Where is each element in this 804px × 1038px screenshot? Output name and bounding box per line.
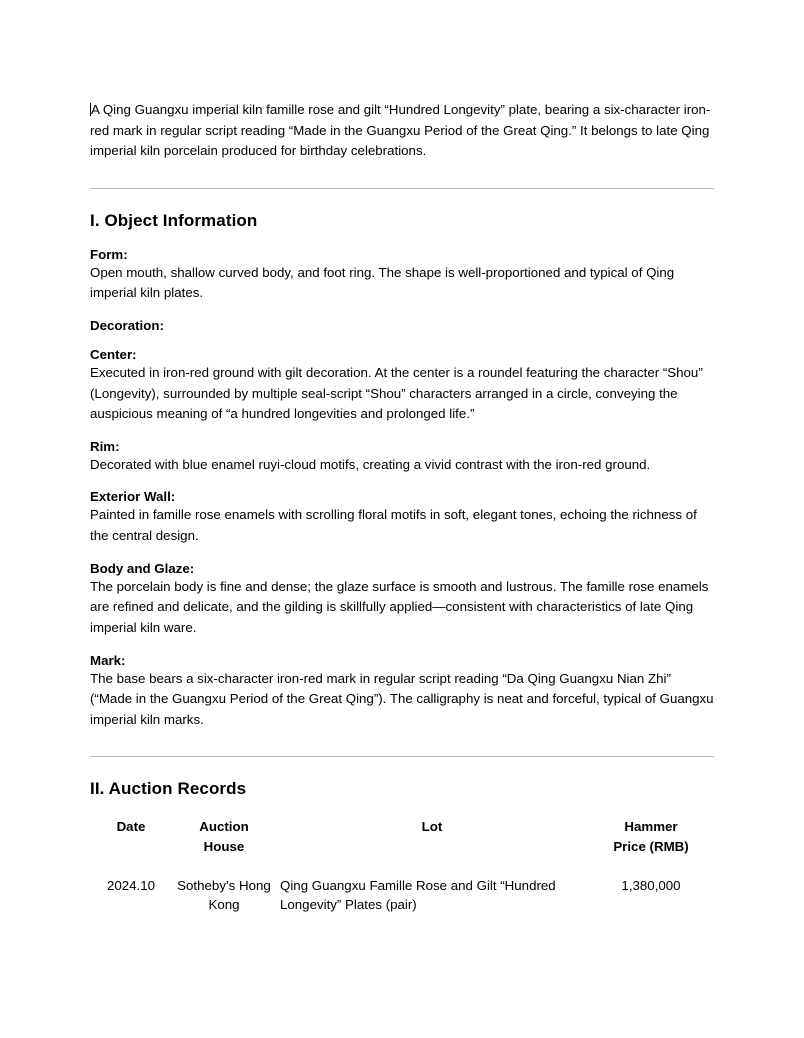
- document-content: [90, 100, 714, 918]
- column-header-hammer-price-line1: Hammer: [624, 819, 678, 835]
- text-form: Open mouth, shallow curved body, and foot ring. The shape is well-proportioned and typical of Qing imperial kiln plates.: [90, 264, 675, 301]
- label-decoration: Decoration:: [90, 318, 164, 334]
- text-center: Executed in iron-red ground with gilt decoration. At the center is a roundel featuring the character “Shou” (Longevity), surrounded by multiple seal-script “Shou” characters arranged in a circle, conveying the auspicious meaning of “a hundred longevities and prolonged life.”: [90, 365, 703, 422]
- table-row: [90, 866, 714, 919]
- column-header-hammer-price-line2: Price (RMB): [613, 838, 689, 854]
- text-mark: The base bears a six-character iron-red mark in regular script reading “Da Qing Guangxu Nian Zhi” (“Made in the Guangxu Period of the Great Qing”). The calligraphy is neat and forceful, typical of Guangxu imperial kiln marks.: [90, 670, 714, 727]
- auction-records-table: [90, 815, 714, 918]
- cell-auction-house: Sotheby’s Hong Kong: [177, 877, 271, 913]
- text-rim: Decorated with blue enamel ruyi-cloud motifs, creating a vivid contrast with the iron-red ground.: [90, 456, 651, 472]
- divider-2: [90, 756, 714, 757]
- table-header-row: [90, 815, 714, 866]
- column-header-lot: Lot: [421, 819, 443, 835]
- label-center: Center:: [90, 347, 137, 363]
- column-header-date: Date: [116, 819, 146, 835]
- section-heading-object-information: I. Object Information: [90, 210, 258, 230]
- column-header-auction-house: [172, 815, 276, 866]
- column-header-auction-house-line2: House: [203, 838, 245, 854]
- column-header-hammer-price: [588, 815, 714, 866]
- text-body-and-glaze: The porcelain body is fine and dense; the glaze surface is smooth and lustrous. The famille rose enamels are refined and delicate, and the gilding is skillfully applied—consistent with characteristics of late Qing imperial kiln ware.: [90, 578, 709, 635]
- divider-1: [90, 188, 714, 189]
- column-header-auction-house-line1: Auction: [199, 819, 249, 835]
- cell-lot: Qing Guangxu Famille Rose and Gilt “Hundred Longevity” Plates (pair): [280, 877, 556, 913]
- label-mark: Mark:: [90, 652, 126, 668]
- intro-paragraph: [90, 100, 714, 162]
- cell-date: 2024.10: [106, 877, 156, 893]
- label-form: Form:: [90, 246, 128, 262]
- label-rim: Rim:: [90, 438, 120, 454]
- text-exterior-wall: Painted in famille rose enamels with scrolling floral motifs in soft, elegant tones, echoing the richness of the central design.: [90, 507, 697, 544]
- label-body-and-glaze: Body and Glaze:: [90, 560, 195, 576]
- section-heading-auction-records: II. Auction Records: [90, 779, 247, 799]
- cell-hammer-price: 1,380,000: [621, 877, 681, 893]
- label-exterior-wall: Exterior Wall:: [90, 489, 176, 505]
- intro-text: A Qing Guangxu imperial kiln famille rose and gilt “Hundred Longevity” plate, bearing a six-character iron-red mark in regular script reading “Made in the Guangxu Period of the Great Qing.” It belongs to late Qing imperial kiln porcelain produced for birthday celebrations.: [90, 102, 711, 159]
